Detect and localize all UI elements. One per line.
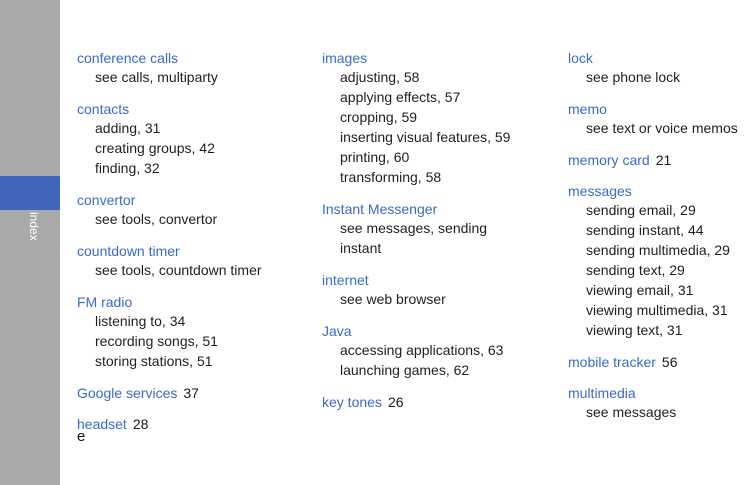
- index-subentry: sending instant, 44: [586, 222, 704, 238]
- index-subentry: recording songs, 51: [95, 333, 218, 349]
- index-entry: [568, 101, 746, 138]
- index-page-number: 37: [183, 385, 199, 401]
- index-subentry: launching games, 62: [340, 362, 470, 378]
- index-entry: [77, 385, 307, 402]
- index-entry: [568, 183, 746, 340]
- index-term[interactable]: [568, 101, 746, 118]
- index-subentry: see messages: [586, 404, 677, 420]
- index-entry: [77, 416, 307, 433]
- index-subentry: printing, 60: [340, 149, 410, 165]
- index-term[interactable]: [77, 294, 307, 311]
- index-subentry: applying effects, 57: [340, 89, 461, 105]
- index-term[interactable]: [568, 50, 746, 67]
- index-subentry: see tools, convertor: [95, 211, 218, 227]
- index-subentry: viewing email, 31: [586, 282, 694, 298]
- index-term-label: FM radio: [77, 294, 133, 310]
- index-term-label: contacts: [77, 101, 130, 117]
- index-term-label: memo: [568, 101, 607, 117]
- index-page-number: 28: [132, 416, 149, 432]
- index-subentry: creating groups, 42: [95, 140, 215, 156]
- index-column-3: [568, 50, 746, 436]
- index-page-number: 21: [655, 152, 672, 168]
- index-entry: [77, 192, 307, 229]
- index-term[interactable]: [77, 416, 307, 433]
- index-subentry: listening to, 34: [95, 313, 186, 329]
- index-term[interactable]: [77, 385, 307, 402]
- index-subentry: inserting visual features, 59: [340, 129, 511, 145]
- index-entry: [568, 152, 746, 169]
- index-subentry: viewing text, 31: [586, 322, 683, 338]
- index-subentry: see phone lock: [586, 69, 681, 85]
- index-term-label: lock: [568, 50, 593, 66]
- index-entry: [322, 394, 552, 411]
- index-subentry: see tools, countdown timer: [95, 262, 262, 278]
- index-column-1: [77, 50, 307, 447]
- index-subentry: storing stations, 51: [95, 353, 213, 369]
- index-term-label: key tones: [322, 394, 382, 410]
- index-subentry: adjusting, 58: [340, 69, 420, 85]
- index-term-label: messages: [568, 183, 632, 199]
- index-entry: [77, 50, 307, 87]
- index-term[interactable]: [322, 272, 552, 289]
- index-subentry: finding, 32: [95, 160, 160, 176]
- index-term[interactable]: [568, 385, 746, 402]
- index-entry: [77, 101, 307, 178]
- index-subentry: adding, 31: [95, 120, 161, 136]
- index-term-label: headset: [77, 416, 127, 432]
- index-subentry: instant: [340, 240, 382, 256]
- index-term-label: mobile tracker: [568, 354, 656, 370]
- index-subentry: see calls, multiparty: [95, 69, 218, 85]
- index-subentry: accessing applications, 63: [340, 342, 504, 358]
- index-term-label: countdown timer: [77, 243, 180, 259]
- index-entry: [77, 294, 307, 371]
- index-term-label: Google services: [77, 385, 178, 401]
- index-entry: [322, 50, 552, 187]
- index-term-label: memory card: [568, 152, 650, 168]
- index-entry: [322, 201, 552, 258]
- index-term-label: images: [322, 50, 368, 66]
- index-term-label: Instant Messenger: [322, 201, 438, 217]
- index-subentry: see messages, sending: [340, 220, 488, 236]
- index-term[interactable]: [568, 354, 746, 371]
- index-term[interactable]: [568, 152, 746, 169]
- index-term[interactable]: [77, 101, 307, 118]
- index-term-label: convertor: [77, 192, 136, 208]
- index-column-2: [322, 50, 552, 425]
- index-subentry: sending multimedia, 29: [586, 242, 730, 258]
- index-subentry: sending text, 29: [586, 262, 685, 278]
- index-term-label: multimedia: [568, 385, 636, 401]
- index-term[interactable]: [322, 201, 552, 218]
- index-term-label: Java: [322, 323, 352, 339]
- index-subentry: viewing multimedia, 31: [586, 302, 728, 318]
- index-term[interactable]: [322, 323, 552, 340]
- index-entry: [568, 354, 746, 371]
- index-subentry: sending email, 29: [586, 202, 696, 218]
- index-term[interactable]: [77, 50, 307, 67]
- index-term[interactable]: [322, 394, 552, 411]
- index-page-number: 26: [387, 394, 404, 410]
- index-term[interactable]: [568, 183, 746, 200]
- index-entry: [322, 272, 552, 309]
- index-tab: [0, 176, 60, 210]
- index-entry: [77, 243, 307, 280]
- index-page-number: 56: [661, 354, 678, 370]
- index-term[interactable]: [77, 243, 307, 260]
- index-term-label: conference calls: [77, 50, 179, 66]
- index-subentry: transforming, 58: [340, 169, 442, 185]
- index-entry: [322, 323, 552, 380]
- index-term[interactable]: [77, 192, 307, 209]
- index-entry: [568, 385, 746, 422]
- index-subentry: see web browser: [340, 291, 446, 307]
- index-entry: [568, 50, 746, 87]
- index-subentry: cropping, 59: [340, 109, 418, 125]
- index-subentry: see text or voice memos: [586, 120, 738, 136]
- index-term[interactable]: [322, 50, 552, 67]
- section-letter: e: [77, 428, 86, 445]
- index-tab-label: index: [27, 212, 41, 241]
- index-term-label: internet: [322, 272, 369, 288]
